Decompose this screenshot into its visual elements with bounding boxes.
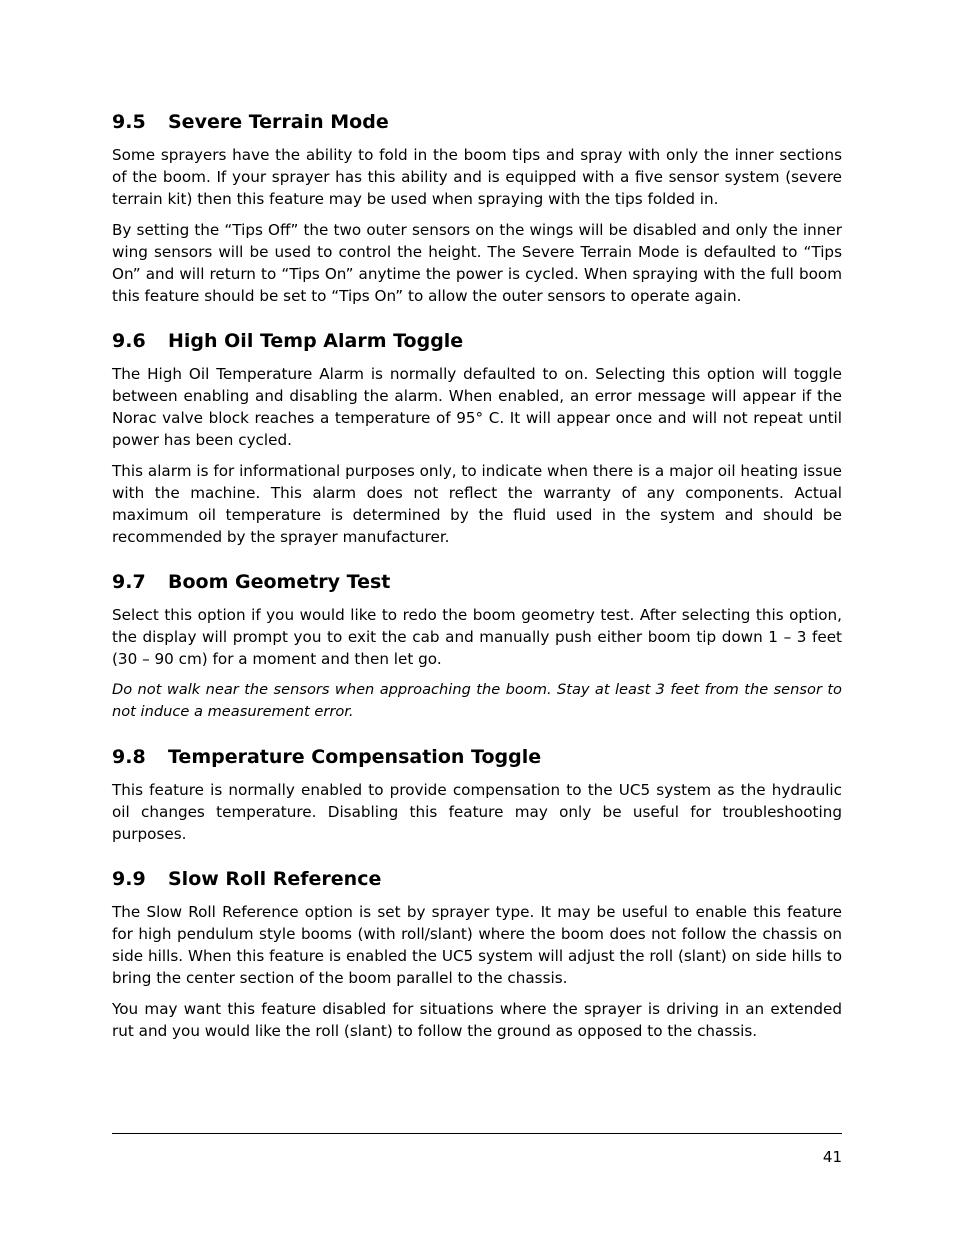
section-boom-geometry-test (112, 568, 842, 723)
paragraph: Some sprayers have the ability to fold in the boom tips and spray with only the inner sections of the boom. If your sprayer has this ability and is equipped with a five sensor system (severe terrain kit) then this feature may be used when spraying with the tips folded in. (112, 146, 842, 208)
paragraph: Select this option if you would like to redo the boom geometry test. After selecting this option, the display will prompt you to exit the cab and manually push either boom tip down 1 – 3 feet (30 – 90 cm) for a moment and then let go. (112, 606, 842, 668)
section-title: Severe Terrain Mode (168, 111, 389, 133)
caution-note: Do not walk near the sensors when approaching the boom. Stay at least 3 feet from the sensor to not induce a measurement error. (112, 681, 842, 720)
paragraph: By setting the “Tips Off” the two outer sensors on the wings will be disabled and only the inner wing sensors will be used to control the height. The Severe Terrain Mode is defaulted to “Tips On” and will return to “Tips On” anytime the power is cycled. When spraying with the full boom this feature should be set to “Tips On” to allow the outer sensors to operate again. (112, 221, 842, 305)
section-temperature-compensation-toggle (112, 743, 842, 845)
section-heading (112, 743, 842, 771)
section-heading (112, 865, 842, 893)
section-heading (112, 108, 842, 136)
paragraph: You may want this feature disabled for situations where the sprayer is driving in an extended rut and you would like the roll (slant) to follow the ground as opposed to the chassis. (112, 1000, 842, 1040)
section-number: 9.8 (112, 746, 146, 768)
section-title: High Oil Temp Alarm Toggle (168, 330, 464, 352)
paragraph: The Slow Roll Reference option is set by sprayer type. It may be useful to enable this feature for high pendulum style booms (with roll/slant) where the boom does not follow the chassis on side hills. When this feature is enabled the UC5 system will adjust the roll (slant) on side hills to bring the center section of the boom parallel to the chassis. (112, 903, 842, 987)
document-body (112, 108, 842, 1062)
section-title: Temperature Compensation Toggle (168, 746, 542, 768)
section-severe-terrain-mode (112, 108, 842, 307)
section-title: Boom Geometry Test (168, 571, 391, 593)
paragraph: The High Oil Temperature Alarm is normally defaulted to on. Selecting this option will toggle between enabling and disabling the alarm. When enabled, an error message will appear if the Norac valve block reaches a temperature of 95° C. It will appear once and will not repeat until power has been cycled. (112, 365, 842, 449)
section-high-oil-temp-alarm-toggle (112, 327, 842, 548)
paragraph: This feature is normally enabled to provide compensation to the UC5 system as the hydraulic oil changes temperature. Disabling this feature may only be useful for troubleshooting purposes. (112, 781, 842, 843)
section-heading (112, 568, 842, 596)
paragraph: This alarm is for informational purposes only, to indicate when there is a major oil heating issue with the machine. This alarm does not reflect the warranty of any components. Actual maximum oil temperature is determined by the fluid used in the system and should be recommended by the sprayer manufacturer. (112, 462, 842, 546)
section-title: Slow Roll Reference (168, 868, 382, 890)
section-slow-roll-reference (112, 865, 842, 1042)
section-number: 9.7 (112, 571, 146, 593)
footer-divider (112, 1133, 842, 1134)
section-number: 9.6 (112, 330, 146, 352)
section-heading (112, 327, 842, 355)
section-number: 9.9 (112, 868, 146, 890)
page-number: 41 (822, 1148, 842, 1166)
section-number: 9.5 (112, 111, 146, 133)
